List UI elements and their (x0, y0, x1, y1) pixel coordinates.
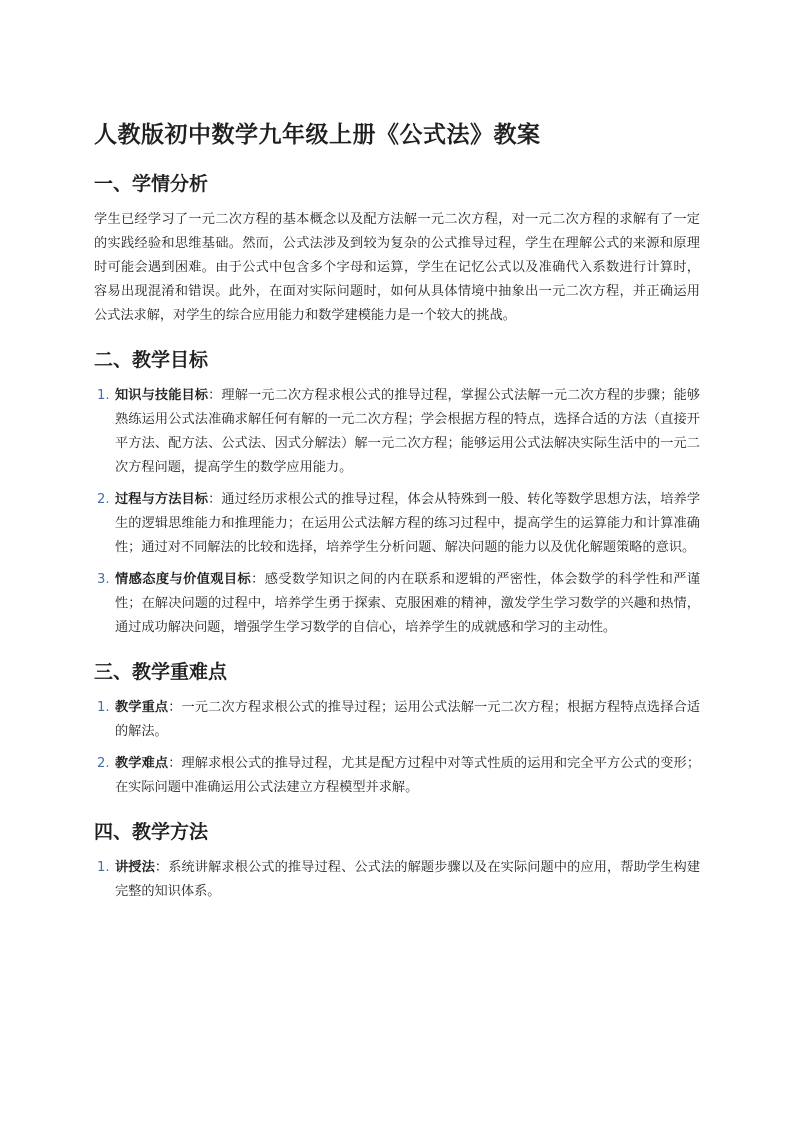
list-item (94, 384, 700, 480)
list-item-term: 教学重点 (115, 700, 169, 715)
learning-analysis-paragraph: 学生已经学习了一元二次方程的基本概念以及配方法解一元二次方程，对一元二次方程的求解有了一定的实践经验和思维基础。然而，公式法涉及到较为复杂的公式推导过程，学生在理解公式的来源和原理时可能会遇到困难。由于公式中包含多个字母和运算，学生在记忆公式以及准确代入系数进行计算时，容易出现混淆和错误。此外，在面对实际问题时，如何从具体情境中抽象出一元二次方程，并正确运用公式法求解，对学生的综合应用能力和数学建模能力是一个较大的挑战。 (94, 212, 700, 323)
list-item-number: 3. (97, 572, 110, 587)
list-item (94, 752, 700, 800)
section-heading-teaching-methods: 四、教学方法 (94, 821, 209, 843)
section-heading-teaching-goals: 二、教学目标 (94, 349, 209, 371)
list-item-text: ：理解求根公式的推导过程，尤其是配方过程中对等式性质的运用和完全平方公式的变形；在实际问题中准确运用公式法建立方程模型并求解。 (115, 756, 701, 795)
list-item-number: 1. (97, 860, 110, 875)
teaching-methods-list (94, 856, 700, 904)
list-item-text: ：感受数学知识之间的内在联系和逻辑的严密性，体会数学的科学性和严谨性；在解决问题的过程中，培养学生勇于探索、克服困难的精神，激发学生学习数学的兴趣和热情，通过成功解决问题，增强学生学习数学的自信心，培养学生的成就感和学习的主动性。 (115, 572, 701, 635)
list-item-term: 过程与方法目标 (115, 492, 209, 507)
list-item-number: 1. (97, 388, 110, 403)
list-item-term: 教学难点 (115, 756, 169, 771)
document-page (94, 118, 700, 922)
list-item-number: 2. (97, 492, 110, 507)
key-points-list (94, 696, 700, 800)
document-title: 人教版初中数学九年级上册《公式法》教案 (94, 122, 541, 148)
list-item (94, 696, 700, 744)
list-item-text: ：系统讲解求根公式的推导过程、公式法的解题步骤以及在实际问题中的应用，帮助学生构建完整的知识体系。 (115, 860, 701, 899)
list-item-number: 1. (97, 700, 110, 715)
section-heading-learning-analysis: 一、学情分析 (94, 173, 209, 195)
list-item (94, 856, 700, 904)
list-item-text: ：通过经历求根公式的推导过程，体会从特殊到一般、转化等数学思想方法，培养学生的逻辑思维能力和推理能力；在运用公式法解方程的练习过程中，提高学生的运算能力和计算准确性；通过对不同解法的比较和选择，培养学生分析问题、解决问题的能力以及优化解题策略的意识。 (115, 492, 701, 555)
list-item-term: 情感态度与价值观目标 (115, 572, 252, 587)
list-item-number: 2. (97, 756, 110, 771)
list-item-text: ：理解一元二次方程求根公式的推导过程，掌握公式法解一元二次方程的步骤；能够熟练运用公式法准确求解任何有解的一元二次方程；学会根据方程的特点，选择合适的方法（直接开平方法、配方法、公式法、因式分解法）解一元二次方程；能够运用公式法解决实际生活中的一元二次方程问题，提高学生的数学应用能力。 (115, 388, 701, 475)
section-heading-key-points: 三、教学重难点 (94, 661, 228, 683)
list-item (94, 488, 700, 560)
list-item-term: 知识与技能目标 (115, 388, 209, 403)
list-item-text: ：一元二次方程求根公式的推导过程；运用公式法解一元二次方程；根据方程特点选择合适的解法。 (115, 700, 701, 739)
list-item-term: 讲授法 (115, 860, 155, 875)
teaching-goals-list (94, 384, 700, 640)
list-item (94, 568, 700, 640)
